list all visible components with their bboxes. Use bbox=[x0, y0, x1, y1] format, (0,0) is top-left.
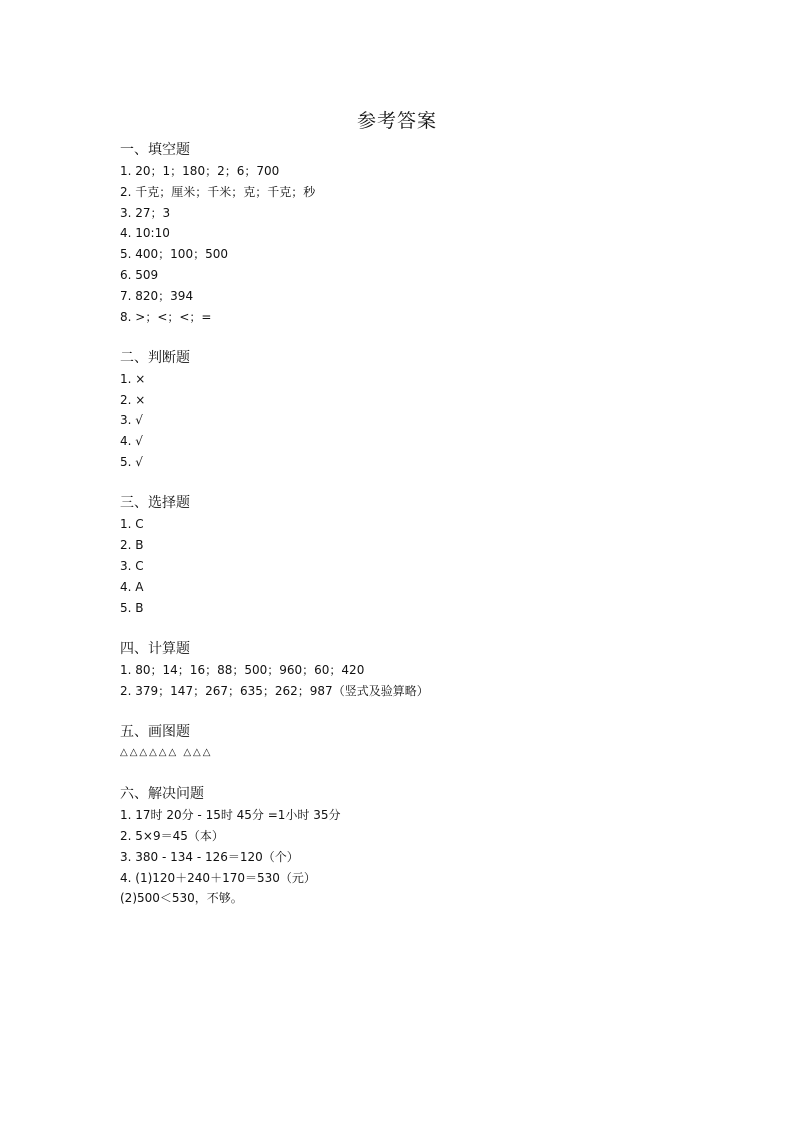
answer-line: 1. 17时 20分 - 15时 45分 =1小时 35分 bbox=[120, 808, 341, 823]
answer-line: 5. √ bbox=[120, 455, 143, 470]
answer-line: 2. 379；147；267；635；262；987（竖式及验算略） bbox=[120, 683, 429, 698]
answer-line: 5. B bbox=[120, 600, 144, 615]
section-true-false bbox=[120, 348, 740, 473]
section-multiple-choice bbox=[120, 493, 740, 618]
answer-line: 3. C bbox=[120, 558, 144, 573]
section-heading: 三、选择题 bbox=[120, 495, 190, 512]
answer-line: 5. 400；100；500 bbox=[120, 247, 228, 262]
answer-line: 2. × bbox=[120, 392, 146, 407]
answer-line: 1. 80；14；16；88；500；960；60；420 bbox=[120, 662, 365, 677]
section-heading: 四、计算题 bbox=[120, 640, 190, 657]
answer-line: 1. × bbox=[120, 371, 146, 386]
answer-line: 3. 380 - 134 - 126＝120（个） bbox=[120, 849, 299, 864]
answer-line: (2)500＜530，不够。 bbox=[120, 891, 243, 906]
answer-line: 2. 5×9＝45（本） bbox=[120, 829, 224, 844]
answer-line: 8. >；<；<；= bbox=[120, 309, 212, 324]
section-heading: 一、填空题 bbox=[120, 142, 190, 158]
page-title: 参考答案 bbox=[356, 110, 437, 132]
answer-line: 6. 509 bbox=[120, 267, 159, 282]
answer-line: 7. 820；394 bbox=[120, 288, 194, 303]
answer-line: 3. √ bbox=[120, 413, 143, 428]
section-drawing bbox=[120, 722, 740, 764]
answer-line: 4. (1)120＋240＋170＝530（元） bbox=[120, 870, 316, 885]
answer-line: 1. C bbox=[120, 517, 144, 532]
section-calculation bbox=[120, 639, 740, 702]
section-heading: 二、判断题 bbox=[120, 349, 190, 366]
answer-line: 4. 10:10 bbox=[120, 226, 170, 241]
answer-line: 4. √ bbox=[120, 434, 143, 449]
answer-content bbox=[120, 140, 740, 909]
answer-line: 4. A bbox=[120, 579, 144, 594]
section-word-problems bbox=[120, 784, 740, 909]
answer-line: 2. B bbox=[120, 538, 144, 553]
section-fill-in-blank bbox=[120, 140, 740, 327]
section-heading: 五、画图题 bbox=[120, 723, 190, 740]
answer-line: 1. 20；1；180；2；6；700 bbox=[120, 164, 280, 178]
section-heading: 六、解决问题 bbox=[120, 786, 204, 803]
answer-line: 3. 27；3 bbox=[120, 205, 171, 220]
triangle-drawing-line: △△△△△△ △△△ bbox=[120, 746, 213, 758]
answer-line: 2. 千克；厘米；千米；克；千克；秒 bbox=[120, 184, 316, 199]
